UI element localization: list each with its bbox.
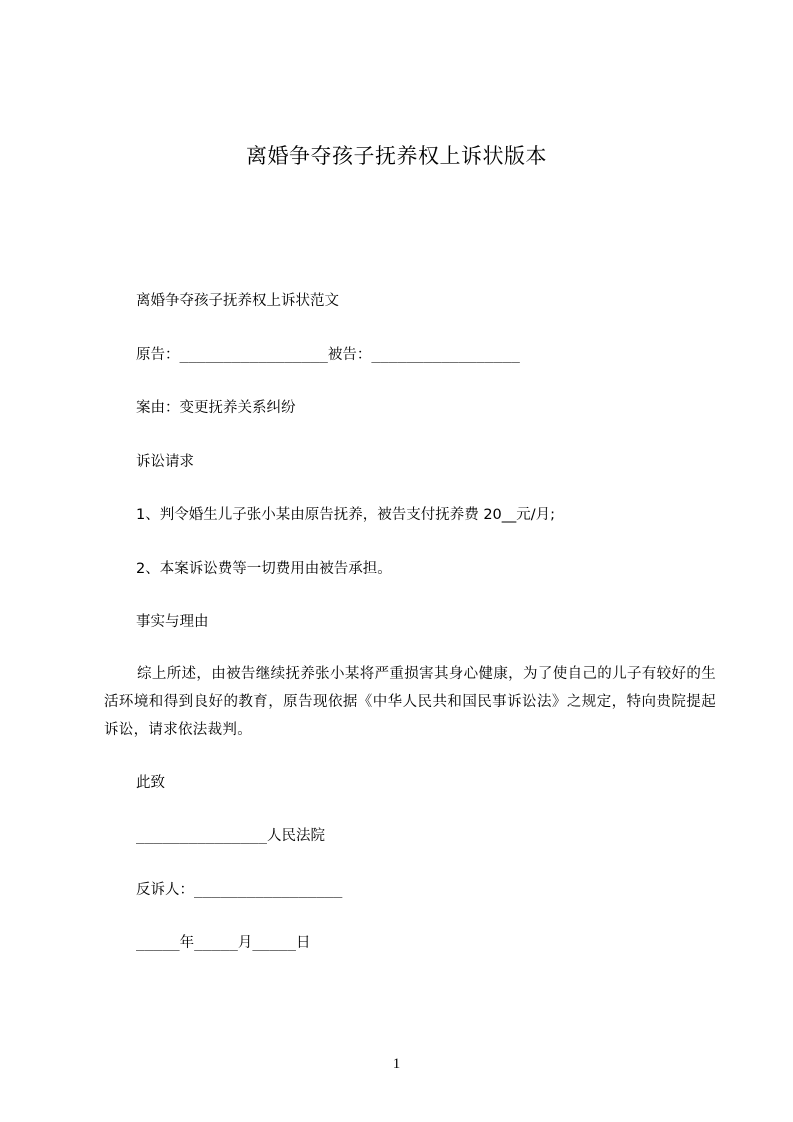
counter-plaintiff-line [136, 880, 342, 900]
year-label: 年 [179, 935, 195, 951]
claims-heading: 诉讼请求 [136, 454, 194, 470]
month-blank: _____ [194, 935, 238, 951]
day-label: 日 [295, 935, 311, 951]
month-label: 月 [237, 935, 253, 951]
counter-plaintiff-label: 反诉人： [136, 882, 194, 898]
plaintiff-blank: _________________ [179, 347, 328, 363]
salutation: 此致 [136, 775, 165, 791]
document-subtitle: 离婚争夺孩子抚养权上诉状范文 [136, 293, 339, 309]
court-blank: _______________ [136, 828, 267, 844]
facts-paragraph: 综上所述，由被告继续抚养张小某将严重损害其身心健康，为了使自己的儿子有较好的生活环境和得到良好的教育，原告现依据《中华人民共和国民事诉讼法》之规定，特向贵院提起诉讼，请求依法裁判。 [104, 666, 716, 738]
claim-item-2: 2、本案诉讼费等一切费用由被告承担。 [136, 561, 392, 577]
counter-plaintiff-blank: _________________ [194, 882, 343, 898]
page-number: 1 [392, 1056, 401, 1072]
plaintiff-label: 原告： [136, 347, 180, 363]
court-label: 人民法院 [266, 828, 325, 844]
defendant-blank: _________________ [371, 347, 520, 363]
parties-line [136, 345, 520, 365]
date-line [136, 933, 310, 953]
facts-heading: 事实与理由 [136, 614, 209, 630]
court-line [136, 826, 325, 846]
document-title: 离婚争夺孩子抚养权上诉状版本 [246, 144, 547, 168]
claim-item-1: 1、判令婚生儿子张小某由原告抚养，被告支付抚养费 20__元/月; [136, 507, 556, 523]
day-blank: _____ [252, 935, 296, 951]
defendant-label: 被告： [327, 347, 372, 363]
cause-of-action: 案由：变更抚养关系纠纷 [136, 400, 296, 416]
year-blank: _____ [136, 935, 180, 951]
